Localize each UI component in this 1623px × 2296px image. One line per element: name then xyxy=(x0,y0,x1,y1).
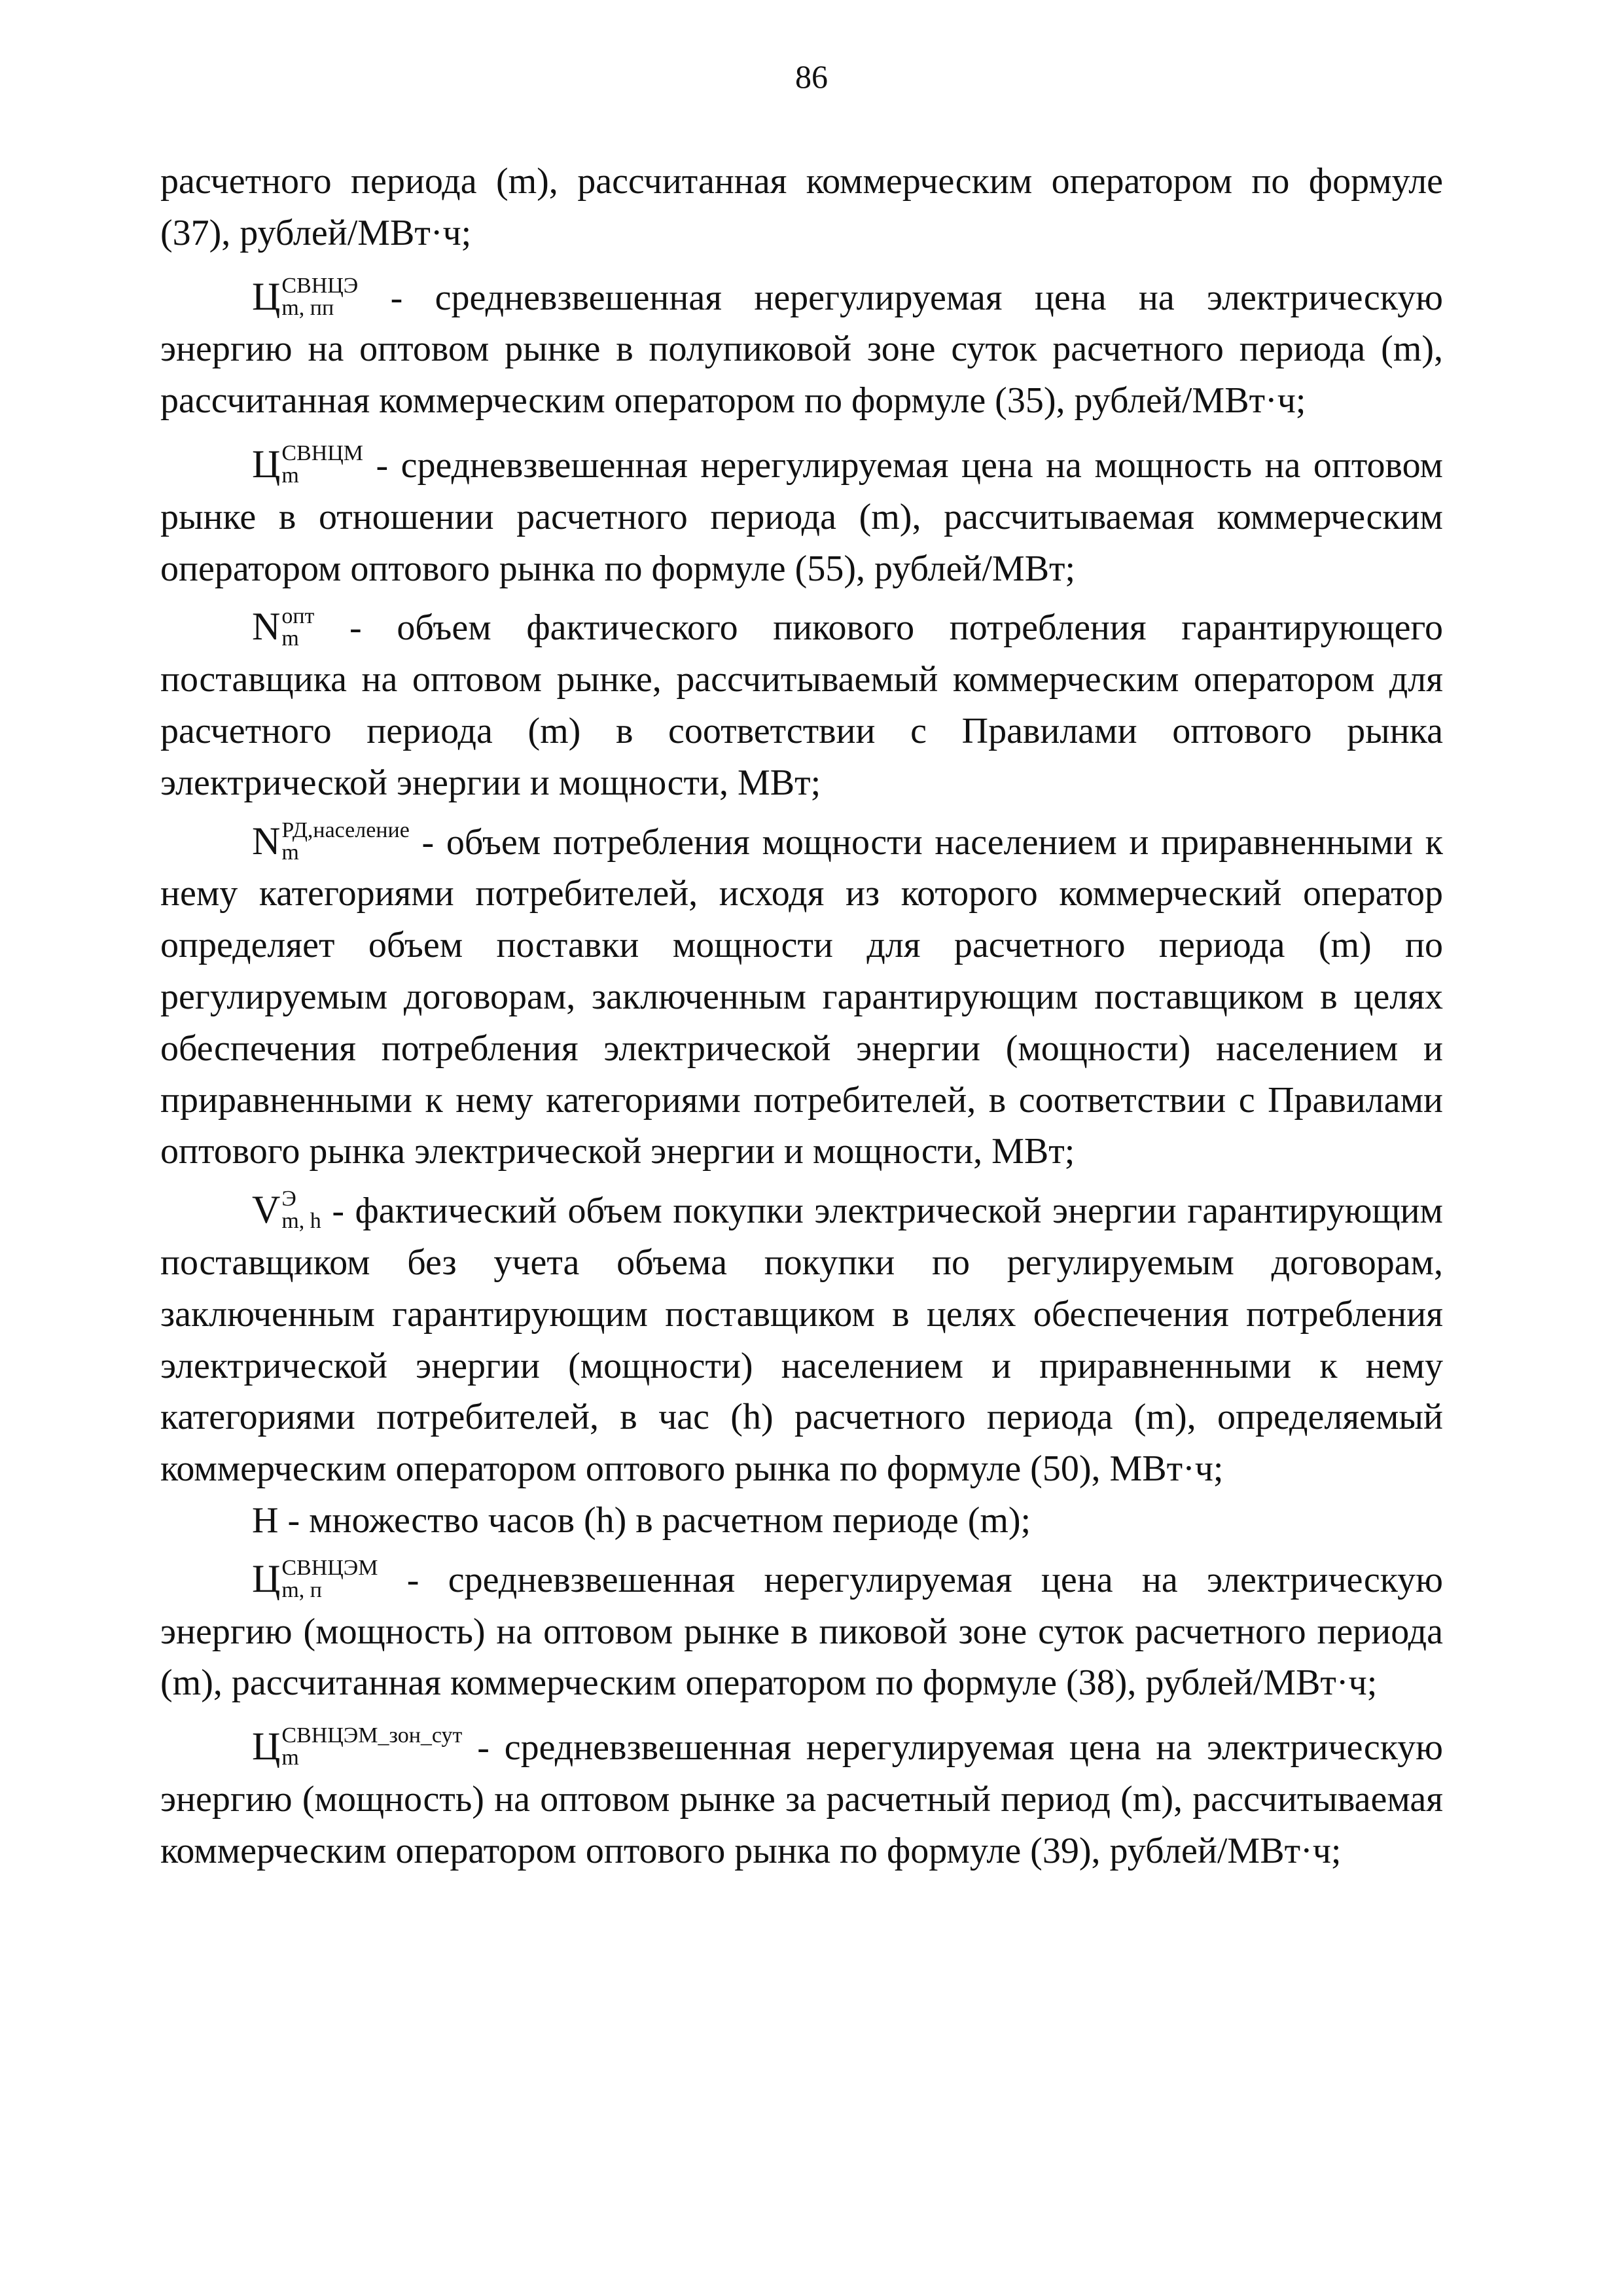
definition-n-opt xyxy=(160,601,1443,808)
symbol-c-svncem-p: Ц СВНЦЭМ m, п xyxy=(252,1555,378,1602)
definition-n-rd-naselenie xyxy=(160,816,1443,1178)
definition-c-svncem-zon-sut xyxy=(160,1721,1443,1876)
page-number: 86 xyxy=(795,58,828,95)
definition-text: - средневзвешенная нерегулируемая цена на мощность на оптовом рынке в отношении расчетного периода (m), рассчитываемая коммерческим оператором оптового рынка по формуле (55), рублей/МВт; xyxy=(160,444,1443,589)
definition-text: - средневзвешенная нерегулируемая цена на электрическую энергию (мощность) на оптовом рынке за расчетный период (m), рассчитываемая коммерческим оператором оптового рынка по формуле (39), рублей/МВт·ч; xyxy=(160,1727,1443,1871)
definition-text: - средневзвешенная нерегулируемая цена на электрическую энергию на оптовом рынке в полупиковой зоне суток расчетного периода (m), рассчитанная коммерческим оператором по формуле (35), рублей/МВт·ч; xyxy=(160,277,1443,422)
document-body xyxy=(160,156,1443,1877)
definition-text: - объем потребления мощности населением и приравненными к нему категориями потребителей, исходя из которого коммерческий оператор определяет объем поставки мощности для расчетного периода (m) по регулируемым договорам, заключенным гарантирующим поставщиком в целях обеспечения потребления электрической энергии (мощности) населением и приравненными к нему категориями потребителей, в соответствии с Правилами оптового рынка электрической энергии и мощности, МВт; xyxy=(160,821,1443,1172)
symbol-v-e-mh: V Э m, h xyxy=(252,1187,321,1234)
definition-text: - фактический объем покупки электрической энергии гарантирующим поставщиком без учета объема покупки по регулируемым договорам, заключенным гарантирующим поставщиком в целях обеспечения потребления электрической энергии (мощности) населением и приравненными к нему категориями потребителей, в час (h) расчетного периода (m), определяемый коммерческим оператором оптового рынка по формуле (50), МВт·ч; xyxy=(160,1191,1443,1490)
symbol-c-svncem-zon-sut: Ц СВНЦЭМ_зон_сут m xyxy=(252,1723,463,1770)
symbol-n-rd-naselenie: N РД,население m xyxy=(252,817,410,865)
definition-v-e-mh xyxy=(160,1184,1443,1495)
definition-text: - средневзвешенная нерегулируемая цена на электрическую энергию (мощность) на оптовом рынке в пиковой зоне суток расчетного периода (m), рассчитанная коммерческим оператором по формуле (38), рублей/МВт·ч; xyxy=(160,1559,1443,1704)
definition-c-svncm xyxy=(160,439,1443,594)
symbol-c-svncm: Ц СВНЦМ m xyxy=(252,441,364,488)
definition-text: - объем фактического пикового потребления гарантирующего поставщика на оптовом рынке, рассчитываемый коммерческим оператором для расчетного периода (m) в соответствии с Правилами оптового рынка электрической энергии и мощности, МВт; xyxy=(160,607,1443,803)
symbol-c-svnce-pp: Ц СВНЦЭ m, пп xyxy=(252,273,359,320)
definition-c-svncem-p xyxy=(160,1553,1443,1709)
definition-h-hours: H - множество часов (h) в расчетном периоде (m); xyxy=(252,1499,1031,1541)
symbol-n-opt: N опт m xyxy=(252,603,315,651)
paragraph-continuation: расчетного периода (m), рассчитанная коммерческим оператором по формуле (37), рублей/МВт·ч; xyxy=(160,161,1443,253)
definition-c-svnce-pp xyxy=(160,271,1443,427)
